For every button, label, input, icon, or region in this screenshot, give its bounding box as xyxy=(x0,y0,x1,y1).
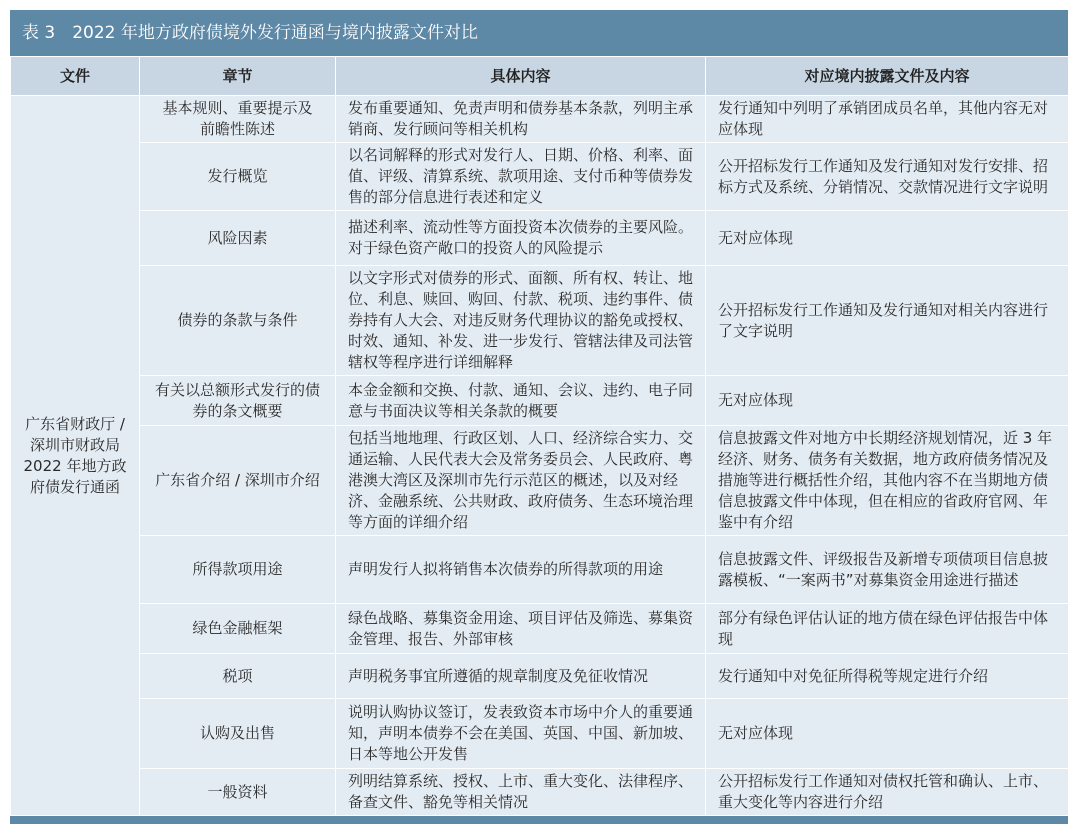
content-cell: 发布重要通知、免责声明和债券基本条款，列明主承销商、发行顾问等相关机构 xyxy=(336,96,706,143)
domestic-cell: 公开招标发行工作通知及发行通知对发行安排、招标方式及系统、分销情况、交款情况进行文字说明 xyxy=(706,143,1069,211)
table-row xyxy=(11,426,1069,536)
table-row xyxy=(11,699,1069,769)
table-row xyxy=(11,211,1069,266)
chapter-cell: 税项 xyxy=(140,654,336,699)
chapter-cell: 风险因素 xyxy=(140,211,336,266)
domestic-cell: 发行通知中列明了承销团成员名单，其他内容无对应体现 xyxy=(706,96,1069,143)
content-cell: 以文字形式对债券的形式、面额、所有权、转让、地位、利息、赎回、购回、付款、税项、违约事件、债券持有人大会、对违反财务代理协议的豁免或授权、时效、通知、补发、进一步发行、管辖法律及司法管辖权等程序进行详细解释 xyxy=(336,266,706,376)
chapter-cell: 绿色金融框架 xyxy=(140,604,336,654)
content-cell: 本金金额和交换、付款、通知、会议、违约、电子同意与书面决议等相关条款的概要 xyxy=(336,376,706,426)
content-cell: 包括当地地理、行政区划、人口、经济综合实力、交通运输、人民代表大会及常务委员会、人民政府、粤港澳大湾区及深圳市先行示范区的概述，以及对经济、金融系统、公共财政、政府债务、生态环境治理等方面的详细介绍 xyxy=(336,426,706,536)
table-row xyxy=(11,654,1069,699)
chapter-cell: 基本规则、重要提示及前瞻性陈述 xyxy=(140,96,336,143)
chapter-cell: 有关以总额形式发行的债券的条文概要 xyxy=(140,376,336,426)
content-cell: 绿色战略、募集资金用途、项目评估及筛选、募集资金管理、报告、外部审核 xyxy=(336,604,706,654)
comparison-table-figure xyxy=(10,10,1068,824)
header-domestic: 对应境内披露文件及内容 xyxy=(706,57,1069,96)
header-file: 文件 xyxy=(11,57,140,96)
content-cell: 说明认购协议签订，发表致资本市场中介人的重要通知，声明本债券不会在美国、英国、中国、新加坡、日本等地公开发售 xyxy=(336,699,706,769)
domestic-cell: 公开招标发行工作通知对债权托管和确认、上市、重大变化等内容进行介绍 xyxy=(706,769,1069,816)
chapter-cell: 一般资料 xyxy=(140,769,336,816)
domestic-cell: 部分有绿色评估认证的地方债在绿色评估报告中体现 xyxy=(706,604,1069,654)
chapter-cell: 所得款项用途 xyxy=(140,536,336,604)
domestic-cell: 信息披露文件、评级报告及新增专项债项目信息披露模板、“一案两书”对募集资金用途进行描述 xyxy=(706,536,1069,604)
table-row xyxy=(11,604,1069,654)
domestic-cell: 公开招标发行工作通知及发行通知对相关内容进行了文字说明 xyxy=(706,266,1069,376)
document-name: 广东省财政厅 / 深圳市财政局 2022 年地方政府债发行通函 xyxy=(23,414,127,496)
domestic-cell: 无对应体现 xyxy=(706,211,1069,266)
comparison-table xyxy=(10,56,1069,816)
header-chapter: 章节 xyxy=(140,57,336,96)
bottom-rule xyxy=(10,816,1068,824)
content-cell: 声明发行人拟将销售本次债券的所得款项的用途 xyxy=(336,536,706,604)
domestic-cell: 无对应体现 xyxy=(706,699,1069,769)
header-row xyxy=(11,57,1069,96)
table-row xyxy=(11,143,1069,211)
document-name-cell xyxy=(11,96,140,816)
domestic-cell: 发行通知中对免征所得税等规定进行介绍 xyxy=(706,654,1069,699)
chapter-cell: 认购及出售 xyxy=(140,699,336,769)
table-title: 表 3 2022 年地方政府债境外发行通函与境内披露文件对比 xyxy=(10,10,1068,56)
content-cell: 声明税务事宜所遵循的规章制度及免征收情况 xyxy=(336,654,706,699)
header-content: 具体内容 xyxy=(336,57,706,96)
chapter-cell: 广东省介绍 / 深圳市介绍 xyxy=(140,426,336,536)
content-cell: 列明结算系统、授权、上市、重大变化、法律程序、备查文件、豁免等相关情况 xyxy=(336,769,706,816)
domestic-cell: 信息披露文件对地方中长期经济规划情况，近 3 年经济、财务、债务有关数据，地方政府债务情况及措施等进行概括性介绍，其他内容不在当期地方债信息披露文件中体现，但在相应的省政府官网、年鉴中有介绍 xyxy=(706,426,1069,536)
domestic-cell: 无对应体现 xyxy=(706,376,1069,426)
table-row xyxy=(11,769,1069,816)
table-row xyxy=(11,96,1069,143)
table-row xyxy=(11,376,1069,426)
content-cell: 描述利率、流动性等方面投资本次债券的主要风险。对于绿色资产敞口的投资人的风险提示 xyxy=(336,211,706,266)
chapter-cell: 债券的条款与条件 xyxy=(140,266,336,376)
table-row xyxy=(11,266,1069,376)
table-row xyxy=(11,536,1069,604)
chapter-cell: 发行概览 xyxy=(140,143,336,211)
content-cell: 以名词解释的形式对发行人、日期、价格、利率、面值、评级、清算系统、款项用途、支付币种等债券发售的部分信息进行表述和定义 xyxy=(336,143,706,211)
